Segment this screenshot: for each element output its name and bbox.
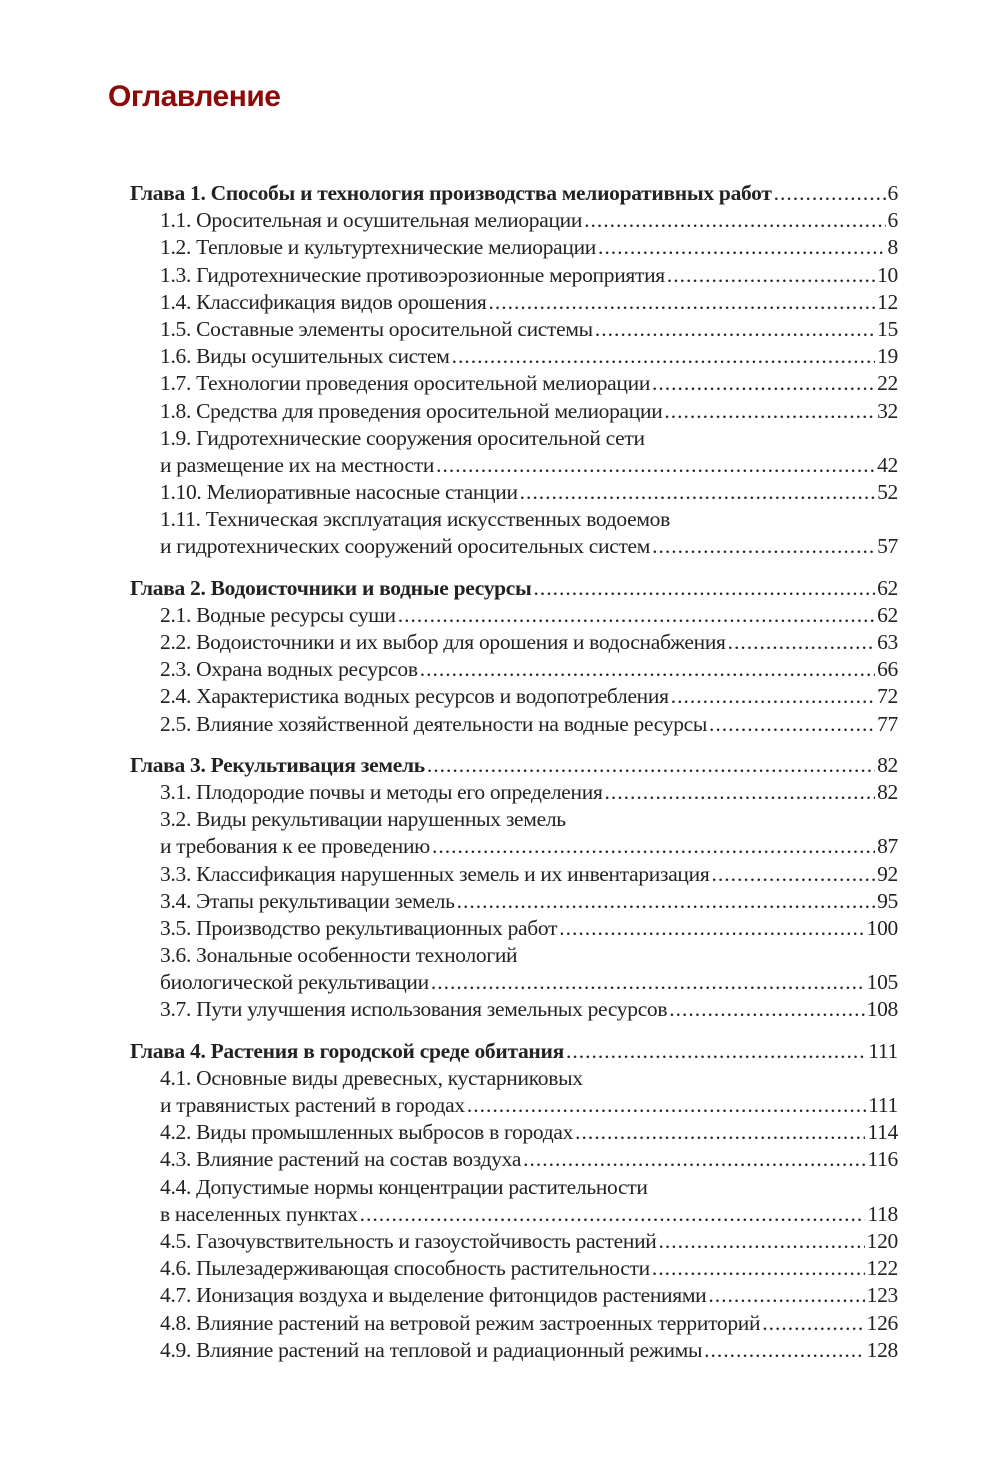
toc-page-number: 118 [867,1201,898,1226]
toc-chapter-entry[interactable] [130,1038,898,1065]
toc-section-entry[interactable] [130,289,898,316]
toc-entry-text: Глава 3. Рекультивация земель [130,752,425,777]
toc-section-entry[interactable] [130,316,898,343]
toc-section-entry[interactable] [130,969,898,996]
toc-entry-text: и размещение их на местности [160,452,435,477]
toc-section-entry[interactable] [130,861,898,888]
toc-chapter [130,180,898,561]
dot-leader [575,1119,865,1146]
dot-leader [667,262,875,289]
dot-leader [436,452,875,479]
dot-leader [709,711,875,738]
toc-chapter-entry[interactable] [130,180,898,207]
dot-leader [559,915,864,942]
toc-entry-text: 3.1. Плодородие почвы и методы его определения [160,779,603,804]
toc-section-entry[interactable] [130,656,898,683]
dot-leader [728,629,875,656]
toc-entry-text: 4.4. Допустимые нормы концентрации растительности [160,1174,648,1199]
toc-section-entry[interactable] [130,1065,898,1092]
toc-entry-text: 2.5. Влияние хозяйственной деятельности на водные ресурсы [160,711,708,736]
dot-leader [664,398,875,425]
toc-entry-text: 4.1. Основные виды древесных, кустарниковых [160,1065,583,1090]
toc-entry-text: Глава 1. Способы и технология производства мелиоративных работ [130,181,772,205]
dot-leader [427,752,875,779]
toc-section-entry[interactable] [130,1174,898,1201]
toc-entry-text: и травянистых растений в городах [160,1093,465,1117]
dot-leader [762,1310,864,1337]
toc-entry-text: 1.4. Классификация видов орошения [160,289,487,314]
toc-chapter [130,1038,898,1364]
dot-leader [652,1255,865,1282]
toc-entry-text: 4.6. Пылезадерживающая способность растительности [160,1256,650,1281]
toc-entry-text: 2.1. Водные ресурсы суши [160,602,396,627]
dot-leader [534,575,876,602]
toc-page-number: 116 [867,1147,898,1172]
toc-entry-text: 2.4. Характеристика водных ресурсов и водопотребления [160,684,669,709]
toc-entry-text: 2.3. Охрана водных ресурсов [160,657,418,682]
dot-leader [520,479,875,506]
dot-leader [523,1146,865,1173]
toc-section-entry[interactable] [130,779,898,806]
toc-page-number: 6 [887,181,898,205]
toc-page-number: 12 [877,289,898,314]
toc-chapter [130,752,898,1024]
toc-page-number: 77 [877,711,898,736]
toc-section-entry[interactable] [130,262,898,289]
toc-section-entry[interactable] [130,234,898,261]
toc-page-number: 123 [866,1283,898,1308]
toc-section-entry[interactable] [130,1146,898,1173]
toc-page-number: 22 [877,371,898,396]
dot-leader [432,833,875,860]
toc-section-entry[interactable] [130,915,898,942]
dot-leader [488,289,875,316]
toc-section-entry[interactable] [130,398,898,425]
toc-page-number: 87 [877,834,898,859]
toc-section-entry[interactable] [130,1228,898,1255]
toc-page-number: 6 [887,208,898,233]
dot-leader [457,888,875,915]
dot-leader [360,1201,866,1228]
toc-page-number: 92 [877,861,898,886]
toc-page-number: 62 [877,602,898,627]
dot-leader [652,370,875,397]
toc-page-number: 8 [887,235,898,260]
toc-page-number: 15 [877,316,898,341]
toc-section-entry[interactable] [130,1337,898,1364]
dot-leader [598,234,886,261]
toc-entry-text: и гидротехнических сооружений оросительных систем [160,534,651,559]
dot-leader [566,1038,866,1065]
toc-entry-text: 3.6. Зональные особенности технологий [160,943,518,968]
toc-entry-text: биологической рекультивации [160,970,429,995]
dot-leader [605,779,876,806]
toc-chapter [130,575,898,738]
toc-entry-text: 1.10. Мелиоративные насосные станции [160,480,518,505]
dot-leader [671,683,875,710]
toc-chapter-entry[interactable] [130,752,898,779]
toc-section-entry[interactable] [130,711,898,738]
dot-leader [659,1228,865,1255]
toc-entry-text: 3.4. Этапы рекультивации земель [160,888,455,913]
page-title: Оглавление [108,80,281,113]
toc-entry-text: 3.3. Классификация нарушенных земель и их инвентаризация [160,861,710,886]
toc-page-number: 63 [877,630,898,654]
toc-entry-text: 1.7. Технологии проведения оросительной мелиорации [160,371,651,396]
toc-section-entry[interactable] [130,806,898,833]
toc-section-entry[interactable] [130,452,898,479]
toc-page-number: 128 [866,1337,898,1362]
toc-entry-text: в населенных пунктах [160,1201,358,1226]
dot-leader [420,656,875,683]
toc-page-number: 111 [868,1093,898,1117]
toc-page-number: 108 [866,997,898,1022]
toc-entry-text: 3.2. Виды рекультивации нарушенных земель [160,807,566,832]
toc-entry-text: 4.8. Влияние растений на ветровой режим застроенных территорий [160,1310,761,1335]
toc-entry-text: 4.3. Влияние растений на состав воздуха [160,1147,522,1172]
toc-entry-text: 1.3. Гидротехнические противоэрозионные мероприятия [160,262,665,287]
toc-entry-text: 1.8. Средства для проведения оросительной мелиорации [160,398,663,423]
dot-leader [652,533,875,560]
toc-page-number: 66 [877,657,898,682]
toc-entry-text: 4.9. Влияние растений на тепловой и радиационный режимы [160,1337,703,1362]
toc-section-entry[interactable] [130,425,898,452]
dot-leader [452,343,876,370]
dot-leader [431,969,865,996]
toc-section-entry[interactable] [130,833,898,860]
dot-leader [595,316,875,343]
toc-section-entry[interactable] [130,1201,898,1228]
toc-page-number: 120 [866,1228,898,1253]
toc-section-entry[interactable] [130,1092,898,1119]
toc-entry-text: 1.5. Составные элементы оросительной системы [160,316,593,341]
toc-section-entry[interactable] [130,1282,898,1309]
toc-entry-text: Глава 4. Растения в городской среде обитания [130,1038,564,1063]
dot-leader [669,996,864,1023]
toc-section-entry[interactable] [130,533,898,560]
toc-entry-text: 1.2. Тепловые и культуртехнические мелиорации [160,235,597,260]
toc-page-number: 32 [877,398,898,423]
toc-entry-text: 4.7. Ионизация воздуха и выделение фитонцидов растениями [160,1283,707,1308]
toc-page-number: 122 [866,1256,898,1281]
toc-page-number: 111 [868,1038,898,1063]
toc-section-entry[interactable] [130,1310,898,1337]
dot-leader [708,1282,864,1309]
toc-page-number: 57 [877,534,898,559]
toc-page-number: 72 [877,684,898,709]
toc-page-number: 10 [877,262,898,287]
toc-page-number: 19 [877,344,898,369]
toc-entry-text: 1.9. Гидротехнические сооружения оросительной сети [160,425,645,450]
toc-page-number: 82 [877,752,898,777]
toc-entry-text: 4.2. Виды промышленных выбросов в городах [160,1120,574,1145]
toc-section-entry[interactable] [130,207,898,234]
dot-leader [584,207,885,234]
toc-page-number: 95 [877,888,898,913]
toc-section-entry[interactable] [130,942,898,969]
toc-section-entry[interactable] [130,343,898,370]
toc-chapter-entry[interactable] [130,575,898,602]
dot-leader [467,1092,866,1119]
toc-entry-text: Глава 2. Водоисточники и водные ресурсы [130,575,532,600]
toc-entry-text: и требования к ее проведению [160,834,430,859]
dot-leader [711,861,875,888]
toc-section-entry[interactable] [130,602,898,629]
toc-page-number: 42 [877,452,898,477]
toc-section-entry[interactable] [130,629,898,656]
toc-page-number: 105 [866,970,898,995]
toc-entry-text: 3.7. Пути улучшения использования земельных ресурсов [160,997,668,1022]
toc-page-number: 126 [866,1310,898,1335]
toc-section-entry[interactable] [130,683,898,710]
dot-leader [398,602,875,629]
toc-page-number: 62 [877,575,898,600]
toc-page-number: 82 [877,779,898,804]
toc-entry-text: 1.1. Оросительная и осушительная мелиорации [160,208,583,233]
toc-page-number: 100 [866,915,898,940]
toc-section-entry[interactable] [130,1255,898,1282]
toc-section-entry[interactable] [130,506,898,533]
toc-page-number: 52 [877,480,898,505]
toc-section-entry[interactable] [130,888,898,915]
toc-entry-text: 4.5. Газочувствительность и газоустойчивость растений [160,1228,657,1253]
toc-section-entry[interactable] [130,996,898,1023]
toc-section-entry[interactable] [130,370,898,397]
toc-entry-text: 2.2. Водоисточники и их выбор для орошения и водоснабжения [160,630,726,654]
dot-leader [774,180,886,207]
toc-entry-text: 3.5. Производство рекультивационных работ [160,915,558,940]
toc-section-entry[interactable] [130,1119,898,1146]
toc-section-entry[interactable] [130,479,898,506]
toc-page-number: 114 [867,1120,898,1145]
table-of-contents [130,180,898,1378]
toc-entry-text: 1.11. Техническая эксплуатация искусственных водоемов [160,507,670,532]
dot-leader [704,1337,865,1364]
toc-entry-text: 1.6. Виды осушительных систем [160,344,450,369]
